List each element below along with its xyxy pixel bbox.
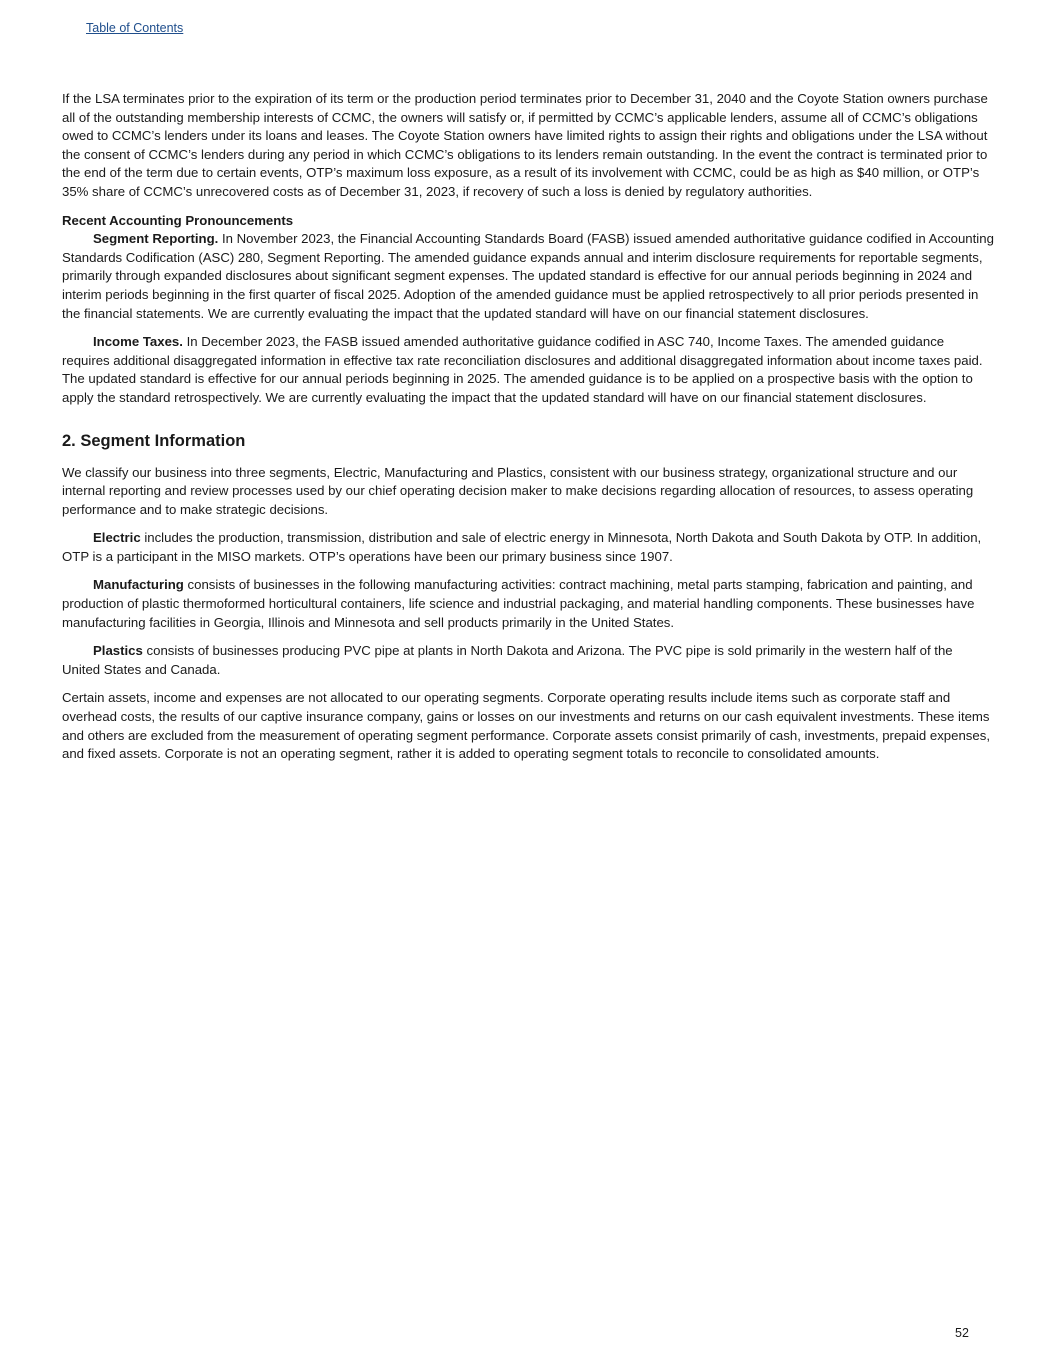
segment-intro-paragraph: We classify our business into three segments, Electric, Manufacturing and Plastics, consistent with our business strategy, organizational structure and our internal reporting and review processes used by our chief operating decision maker to make decisions regarding allocation of resources, to assess operating performance and to make strategic decisions. [62, 464, 974, 517]
manufacturing-text: consists of businesses in the following manufacturing activities: contract machining, metal parts stamping, fabrication and painting, and production of plastic thermoformed horticultural containers, life science and industrial packaging, and material handling components. These businesses have manufacturing facilities in Georgia, Illinois and Minnesota and sell products primarily in the United States. [62, 577, 975, 630]
manufacturing-paragraph [62, 576, 994, 632]
electric-lead: Electric [93, 530, 141, 546]
manufacturing-lead: Manufacturing [93, 577, 184, 593]
income-taxes-text: In December 2023, the FASB issued amended authoritative guidance codified in ASC 740, Income Taxes. The amended guidance requires additional disaggregated information in effective tax rate reconciliation disclosures and additional disaggregated information about income taxes paid. The updated standard is effective for our annual periods beginning in 2025. The amended guidance is to be applied on a prospective basis with the option to apply the standard retrospectively. We are currently evaluating the impact that the updated standard will have on our financial statement disclosures. [62, 334, 983, 405]
segment-information-heading: 2. Segment Information [62, 431, 246, 450]
plastics-paragraph [62, 642, 994, 679]
document-body [62, 90, 994, 774]
income-taxes-lead: Income Taxes. [93, 334, 183, 350]
lsa-paragraph: If the LSA terminates prior to the expiration of its term or the production period terminates prior to December 31, 2040 and the Coyote Station owners purchase all of the outstanding membership interests of CCMC, the owners will satisfy or, if permitted by CCMC’s applicable lenders, assume all of CCMC’s obligations owed to CCMC’s lenders under its loans and leases. The Coyote Station owners have limited rights to assign their rights and obligations under the LSA without the consent of CCMC’s lenders during any period in which CCMC’s obligations to its lenders remain outstanding. In the event the contract is terminated prior to the end of the term due to certain events, OTP’s maximum loss exposure, as a result of its involvement with CCMC, could be as high as $40 million, or OTP’s 35% share of CCMC’s unrecovered costs as of December 31, 2023, if recovery of such a loss is denied by regulatory authorities. [62, 91, 988, 199]
segment-reporting-text: In November 2023, the Financial Accounting Standards Board (FASB) issued amended authoritative guidance codified in Accounting Standards Codification (ASC) 280, Segment Reporting. The amended guidance expands annual and interim disclosure requirements for reportable segments, primarily through expanded disclosures about significant segment expenses. The updated standard is effective for our annual periods beginning in 2024 and interim periods beginning in the first quarter of fiscal 2025. Adoption of the amended guidance must be applied retrospectively to all prior periods presented in the financial statements. We are currently evaluating the impact that the updated standard will have on our financial statement disclosures. [62, 231, 994, 321]
electric-paragraph [62, 529, 994, 566]
electric-text: includes the production, transmission, distribution and sale of electric energy in Minnesota, North Dakota and South Dakota by OTP. In addition, OTP is a participant in the MISO markets. OTP’s operations have been our primary business since 1907. [62, 530, 982, 564]
segment-reporting-lead: Segment Reporting. [93, 231, 219, 247]
income-taxes-paragraph [62, 333, 994, 407]
corporate-paragraph: Certain assets, income and expenses are not allocated to our operating segments. Corporate operating results include items such as corporate staff and overhead costs, the results of our captive insurance company, gains or losses on our investments and returns on our cash equivalent investments. These items and others are excluded from the measurement of operating segment performance. Corporate assets consist primarily of cash, investments, prepaid expenses, and fixed assets. Corporate is not an operating segment, rather it is added to operating segment totals to reconcile to consolidated amounts. [62, 690, 990, 762]
plastics-lead: Plastics [93, 643, 143, 659]
table-of-contents-link[interactable]: Table of Contents [86, 21, 184, 35]
segment-reporting-paragraph [62, 230, 994, 323]
plastics-text: consists of businesses producing PVC pipe at plants in North Dakota and Arizona. The PVC pipe is sold primarily in the western half of the United States and Canada. [62, 643, 953, 677]
recent-accounting-heading: Recent Accounting Pronouncements [62, 212, 294, 228]
page-number: 52 [955, 1326, 969, 1340]
